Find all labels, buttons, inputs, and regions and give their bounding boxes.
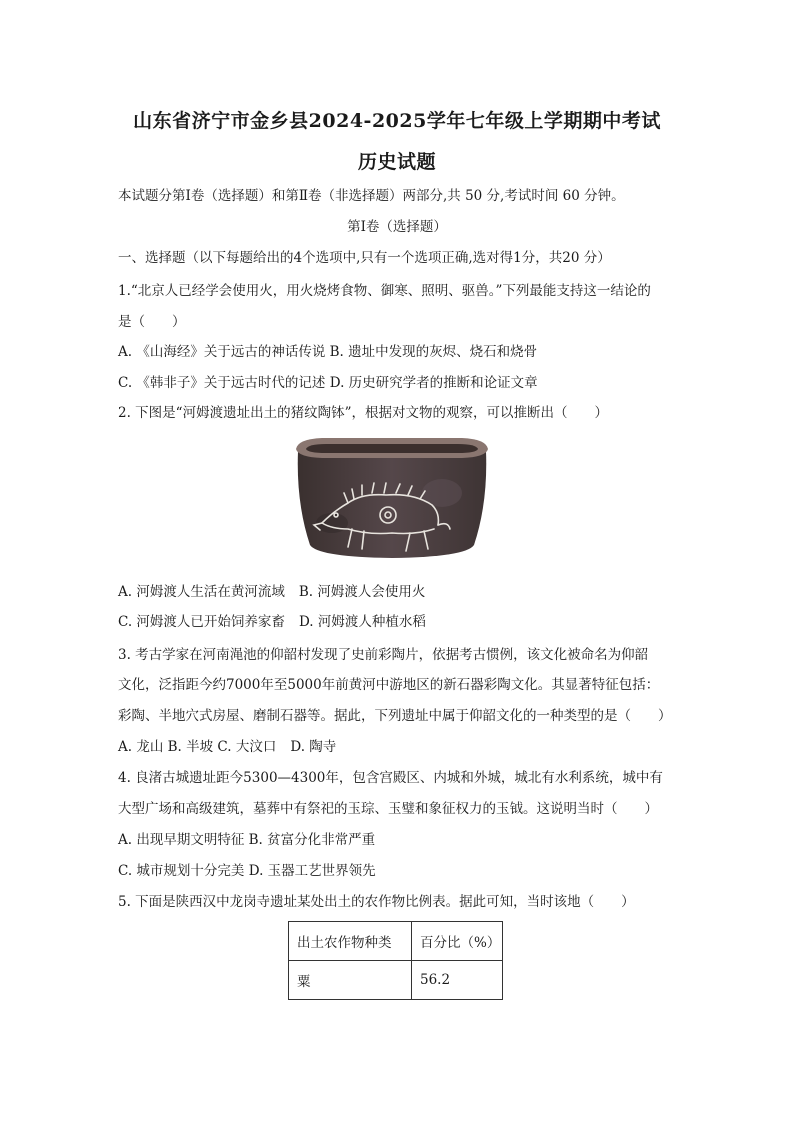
- question-3-stem-line-2: 文化，泛指距今约7000年至5000年前黄河中游地区的新石器彩陶文化。其显著特征包括：: [118, 677, 660, 693]
- question-4-options-ab: A. 出现早期文明特征 B. 贫富分化非常严重: [118, 832, 376, 848]
- question-3-stem-line-1: 3. 考古学家在河南渑池的仰韶村发现了史前彩陶片，依据考古惯例，该文化被命名为仰韶: [118, 647, 649, 663]
- table-row: [289, 961, 503, 1000]
- question-1-options-ab: A. 《山海经》关于远古的神话传说 B. 遗址中发现的灰烬、烧石和烧骨: [118, 344, 538, 360]
- question-2-options-cd: [118, 613, 426, 631]
- question-2-option-d: D. 河姆渡人种植水稻: [298, 614, 426, 630]
- exam-intro: 本试题分第Ⅰ卷（选择题）和第Ⅱ卷（非选择题）两部分,共 50 分,考试时间 60 分钟。: [118, 188, 625, 204]
- question-1-stem-line-1: 1.“北京人已经学会使用火，用火烧烤食物、御寒、照明、驱兽。”下列最能支持这一结论的: [118, 283, 651, 299]
- table-cell: 56.2: [412, 961, 503, 1000]
- section-title: 第Ⅰ卷（选择题）: [347, 219, 447, 235]
- question-3-option-d: D. 陶寺: [290, 739, 337, 755]
- question-1-stem-line-2: 是（ ）: [118, 314, 186, 330]
- question-3-options-abc: A. 龙山 B. 半坡 C. 大汶口: [118, 739, 277, 755]
- section-instructions: 一、选择题（以下每题给出的4个选项中,只有一个选项正确,选对得1分，共20 分）: [118, 250, 611, 266]
- exam-subtitle: 历史试题: [357, 151, 436, 173]
- table-header-row: [289, 922, 503, 961]
- question-2-stem: 2. 下图是“河姆渡遗址出土的猪纹陶钵”，根据对文物的观察，可以推断出（ ）: [118, 405, 608, 421]
- question-2-option-a: A. 河姆渡人生活在黄河流域: [118, 584, 285, 600]
- question-2-option-c: C. 河姆渡人已开始饲养家畜: [118, 614, 285, 630]
- question-4-stem-line-2: 大型广场和高级建筑，墓葬中有祭祀的玉琮、玉璧和象征权力的玉钺。这说明当时（ ）: [118, 801, 658, 817]
- question-5-stem: 5. 下面是陕西汉中龙岗寺遗址某处出土的农作物比例表。据此可知，当时该地（ ）: [118, 894, 635, 910]
- question-4-stem-line-1: 4. 良渚古城遗址距今5300—4300年，包含宫殿区、内城和外城，城北有水利系统，城中有: [118, 770, 663, 786]
- exam-title: 山东省济宁市金乡县2024-2025学年七年级上学期期中考试: [133, 110, 661, 132]
- question-2-option-b: B. 河姆渡人会使用火: [298, 584, 426, 600]
- question-1-options-cd: C. 《韩非子》关于远古时代的记述 D. 历史研究学者的推断和论证文章: [118, 375, 538, 391]
- table-header-cell: 出土农作物种类: [289, 922, 412, 961]
- question-3-options: [118, 738, 336, 756]
- question-3-stem-line-3: 彩陶、半地穴式房屋、磨制石器等。据此，下列遗址中属于仰韶文化的一种类型的是（ ）: [118, 708, 672, 724]
- table-header-cell: 百分比（%）: [412, 922, 503, 961]
- pig-pattern-pottery-bowl-image: [292, 433, 492, 563]
- crop-ratio-table: [288, 921, 503, 1000]
- question-4-options-cd: C. 城市规划十分完美 D. 玉器工艺世界领先: [118, 863, 376, 879]
- table-cell: 粟: [289, 961, 412, 1000]
- question-2-options-ab: [118, 583, 425, 601]
